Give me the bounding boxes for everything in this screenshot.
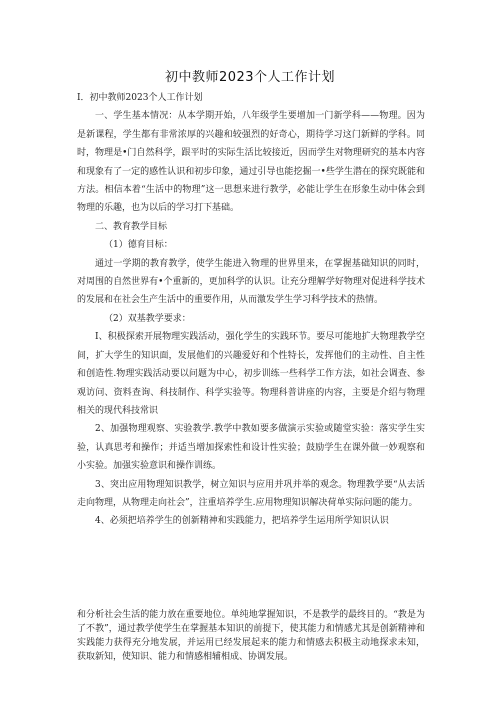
paragraph-item-2: 2、加强物理观察、实验教学.教学中教如要多做演示实验或随堂实验：落实学生实验，认真思考和操作；并适当增加探索性和设计性实验；鼓励学生在课外做一妙观察和小实验。加强实验意识和操作训练。 — [77, 424, 425, 472]
section-heading: I．初中教师2023个人工作计划 — [77, 93, 203, 103]
paragraph-item-4: 4、必须把培养学生的创新精神和实践能力，把培养学生运用所学知识认识 — [95, 516, 389, 527]
paragraph-item-3: 3、突出应用物理知识教学，树立知识与应用并巩并举的观念。物理教学要“从去活走向物理，从物理走向社会”，注重培养学生.应用物理知识解决荷单实际问题的能力。 — [77, 479, 425, 508]
document-body-continued — [77, 608, 425, 664]
paragraph-goals-heading: 二、教育教学目标 — [95, 221, 168, 232]
paragraph-moral-goal: 通过一学期的教育教学，使学生能进入物理的世界里来，在掌握基础知识的同时，对周围的自然世界有•个重新的，更加科学的认识。让充分理解学好物理对促进科学技术的发展和在社会生产生活中的重要作用，从而激发学生学习科学技术的热情。 — [77, 258, 425, 306]
paragraph-item-4-continued: 和分析社会生活的能力放在重要地位。单纯地掌握知识，不是教学的最终目的。“教是为了不教”，通过教学使学生在掌握基本知识的前提下，使其能力和情感尤其是创新精神和实践能力获得充分地发展，并运用已经发展起来的能力和情感去积极主动地探求未知，获取新知，使知识、能力和情感相辅相成、协调发展。 — [77, 610, 425, 662]
document-body — [77, 89, 425, 531]
paragraph-moral-goal-heading: （1）德育目标： — [104, 240, 173, 251]
document-title: 初中教师2023个人工作计划 — [164, 70, 336, 85]
paragraph-basic-requirements-heading: （2）双基教学要求： — [104, 313, 191, 324]
paragraph-item-1: I、积极探索开展物理实践活动，强化学生的实践环节。要尽可能地扩大物理教学空间，扩大学生的知识面，发展他们的兴趣爱好和个性特长，发挥他们的主动性、自主性和创造性.物理实践活动要以问题为中心，初步训练一些科学工作方法，如社会调查、参观访问、资料查询、科技制作、科学实验等。物理科普讲座的内容，主要是介绍与物理相关的现代科技常识 — [77, 332, 425, 416]
paragraph-student-situation: 一、学生基本情况：从本学期开始，八年级学生要增加一门新学科——物理。因为是新课程，学生都有非常浓厚的兴趣和较强烈的好奇心，期待学习这门新鲜的学科。同时，物理是•门自然科学，跟平时的实际生活比较接近，因而学生对物理研究的基本内容和现象有了一定的感性认识和初步印象，通过引导也能挖掘一•些学生潜在的探究既能和方法。相信本着“生活中的物理”这一思想来进行教学，必能让学生在形象生动中体会到物理的乐趣，也为以后的学习打下基础。 — [77, 111, 425, 214]
